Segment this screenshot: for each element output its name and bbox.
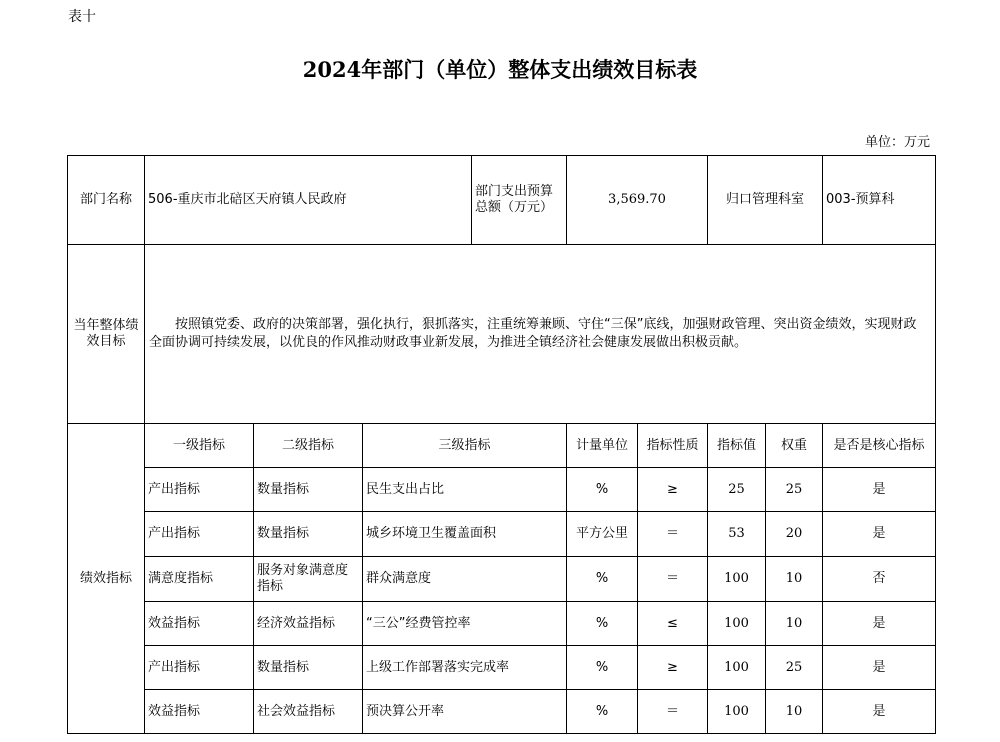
value-cell: 25 [708, 468, 766, 512]
weight-cell: 10 [766, 602, 823, 646]
weight-cell: 10 [766, 557, 823, 602]
header-core: 是否是核心指标 [823, 424, 936, 468]
level2-cell: 数量指标 [254, 512, 363, 557]
annual-goal-label: 当年整体绩效目标 [68, 245, 145, 424]
dept-name-value: 506-重庆市北碚区天府镇人民政府 [145, 156, 472, 245]
table-row [68, 602, 936, 646]
unit-cell: % [567, 468, 638, 512]
nature-cell: ≥ [638, 468, 708, 512]
nature-cell: ＝ [638, 690, 708, 734]
performance-target-table [67, 155, 936, 734]
value-cell: 100 [708, 602, 766, 646]
header-unit: 计量单位 [567, 424, 638, 468]
core-cell: 是 [823, 690, 936, 734]
nature-cell: ＝ [638, 557, 708, 602]
annual-goal-text: 按照镇党委、政府的决策部署，强化执行，狠抓落实，注重统筹兼顾、守住“三保”底线，加强财政管理、突出资金绩效，实现财政全面协调可持续发展，以优良的作风推动财政事业新发展，为推进全镇经济社会健康发展做出积极贡献。 [145, 245, 936, 424]
goal-row [68, 245, 936, 424]
info-row [68, 156, 936, 245]
table-row [68, 468, 936, 512]
header-level1: 一级指标 [145, 424, 254, 468]
level1-cell: 满意度指标 [145, 557, 254, 602]
unit-cell: % [567, 602, 638, 646]
unit-cell: % [567, 646, 638, 690]
value-cell: 100 [708, 646, 766, 690]
table-row [68, 646, 936, 690]
unit-cell: 平方公里 [567, 512, 638, 557]
unit-cell: % [567, 690, 638, 734]
table-number: 表十 [68, 9, 96, 25]
header-value: 指标值 [708, 424, 766, 468]
table-row [68, 690, 936, 734]
level2-cell: 服务对象满意度指标 [254, 557, 363, 602]
level2-cell: 经济效益指标 [254, 602, 363, 646]
level1-cell: 产出指标 [145, 512, 254, 557]
header-level3: 三级指标 [363, 424, 567, 468]
weight-cell: 25 [766, 468, 823, 512]
header-weight: 权重 [766, 424, 823, 468]
level1-cell: 效益指标 [145, 690, 254, 734]
level3-cell: 群众满意度 [363, 557, 567, 602]
level2-cell: 社会效益指标 [254, 690, 363, 734]
level2-cell: 数量指标 [254, 468, 363, 512]
level3-cell: 上级工作部署落实完成率 [363, 646, 567, 690]
unit-label: 单位：万元 [864, 135, 930, 150]
level2-cell: 数量指标 [254, 646, 363, 690]
unit-cell: % [567, 557, 638, 602]
page-title: 2024年部门（单位）整体支出绩效目标表 [302, 57, 698, 82]
table-row [68, 512, 936, 557]
table-row [68, 557, 936, 602]
weight-cell: 20 [766, 512, 823, 557]
budget-total-value: 3,569.70 [567, 156, 708, 245]
core-cell: 否 [823, 557, 936, 602]
mgmt-dept-label: 归口管理科室 [708, 156, 823, 245]
nature-cell: ＝ [638, 512, 708, 557]
level3-cell: 预决算公开率 [363, 690, 567, 734]
indicators-label: 绩效指标 [68, 424, 145, 734]
value-cell: 53 [708, 512, 766, 557]
header-nature: 指标性质 [638, 424, 708, 468]
indicator-header-row [68, 424, 936, 468]
value-cell: 100 [708, 557, 766, 602]
budget-total-label: 部门支出预算总额（万元） [472, 156, 567, 245]
level1-cell: 产出指标 [145, 468, 254, 512]
header-level2: 二级指标 [254, 424, 363, 468]
nature-cell: ≥ [638, 646, 708, 690]
core-cell: 是 [823, 512, 936, 557]
dept-name-label: 部门名称 [68, 156, 145, 245]
nature-cell: ≤ [638, 602, 708, 646]
weight-cell: 10 [766, 690, 823, 734]
level3-cell: “三公”经费管控率 [363, 602, 567, 646]
core-cell: 是 [823, 646, 936, 690]
mgmt-dept-value: 003-预算科 [823, 156, 936, 245]
weight-cell: 25 [766, 646, 823, 690]
value-cell: 100 [708, 690, 766, 734]
level1-cell: 产出指标 [145, 646, 254, 690]
core-cell: 是 [823, 468, 936, 512]
level1-cell: 效益指标 [145, 602, 254, 646]
level3-cell: 民生支出占比 [363, 468, 567, 512]
level3-cell: 城乡环境卫生覆盖面积 [363, 512, 567, 557]
core-cell: 是 [823, 602, 936, 646]
